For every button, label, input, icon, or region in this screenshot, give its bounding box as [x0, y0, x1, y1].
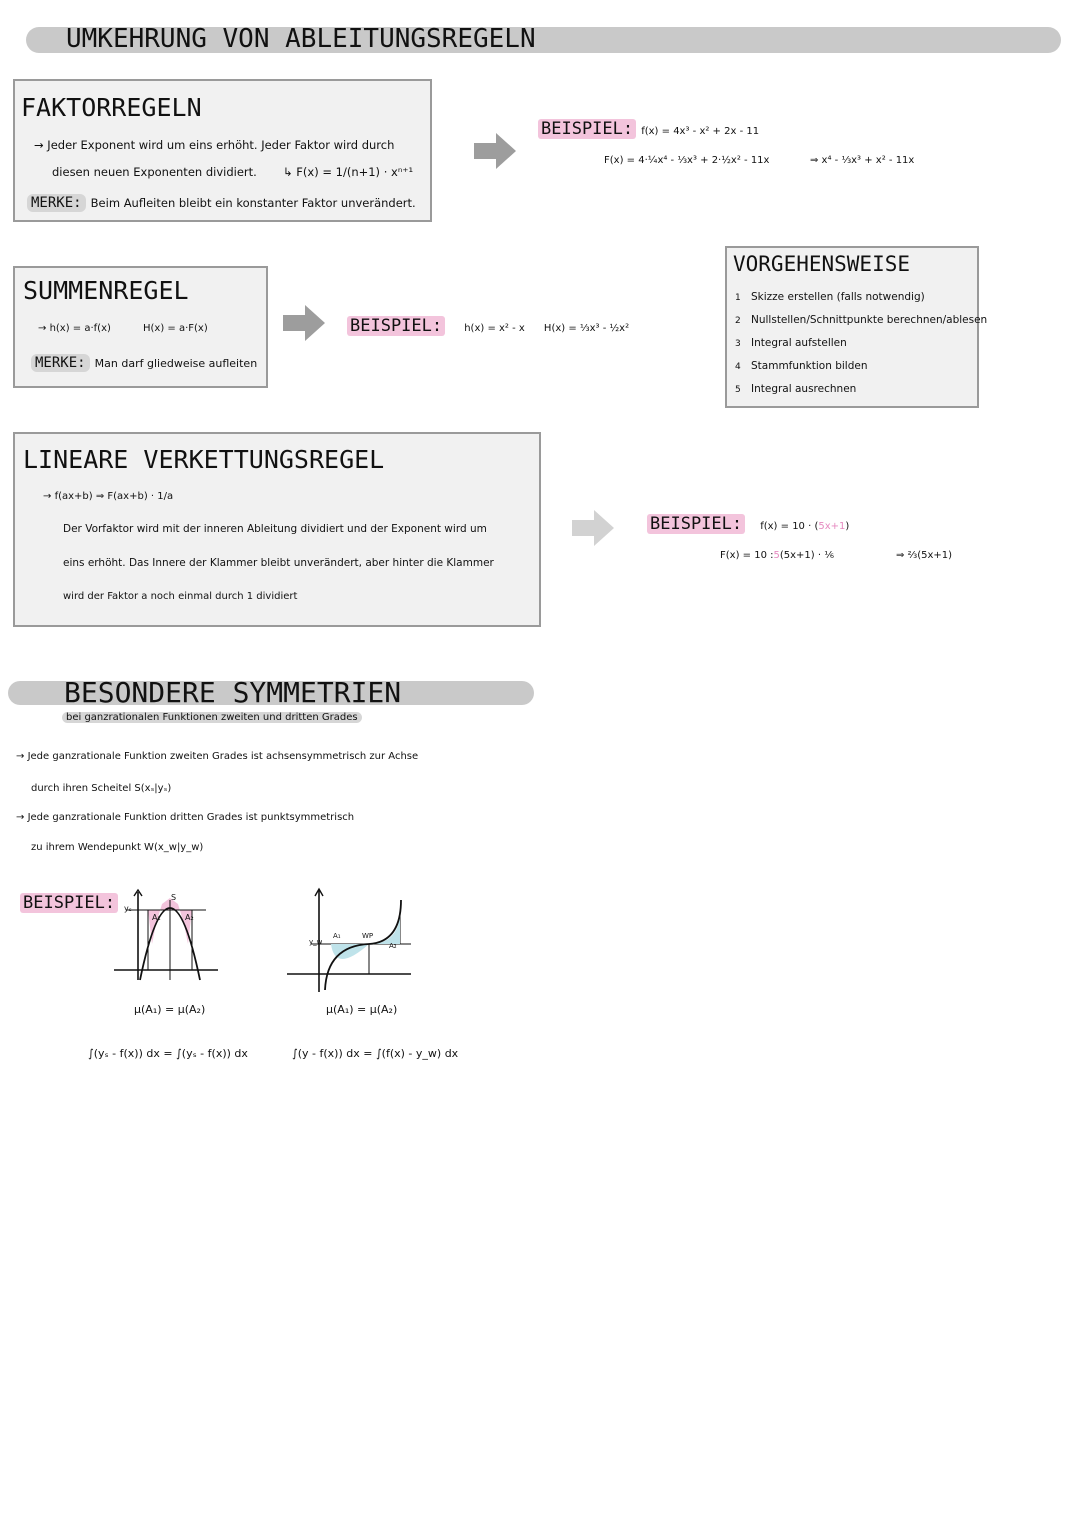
step-4: 4 Stammfunktion bilden	[735, 360, 868, 372]
vorgehen-title: VORGEHENSWEISE	[733, 252, 911, 276]
parabola-graph	[110, 886, 220, 984]
summe-rule-h: → h(x) = a·f(x)	[38, 323, 111, 334]
arrow-right-icon	[283, 305, 325, 341]
summe-beispiel-H: H(x) = ⅓x³ - ½x²	[543, 323, 630, 334]
graph1-s: S	[171, 893, 177, 902]
graph1-eq: μ(A₁) = μ(A₂)	[134, 1003, 206, 1016]
symmetrie-subtitle: bei ganzrationalen Funktionen zweiten und dritten Grades	[62, 712, 362, 723]
faktor-formula: ↳ F(x) = 1/(n+1) · xⁿ⁺¹	[283, 165, 414, 179]
linear-line3: wird der Faktor a noch einmal durch 1 dividiert	[63, 591, 298, 602]
faktor-beispiel-result: ⇒ x⁴ - ⅓x³ + x² - 11x	[810, 155, 915, 166]
graph1-ylabel: yₛ	[124, 904, 132, 913]
linear-line1: Der Vorfaktor wird mit der inneren Ableitung dividiert und der Exponent wird um	[63, 523, 487, 535]
arrow-right-icon	[474, 133, 516, 169]
merke-label: MERKE:	[31, 354, 90, 372]
symmetrie-p1-line2: durch ihren Scheitel S(xₛ|yₛ)	[31, 783, 172, 794]
graph1-a1: A₁	[152, 913, 161, 922]
cubic-graph	[285, 886, 415, 996]
faktor-beispiel-F: F(x) = 4·¼x⁴ - ⅓x³ + 2·½x² - 11x	[604, 155, 770, 166]
faktor-merke	[27, 192, 416, 211]
graph2-ylabel: y_w	[309, 938, 323, 946]
step-1: 1 Skizze erstellen (falls notwendig)	[735, 291, 925, 303]
graph2-a2: A₂	[389, 942, 397, 950]
faktor-line1: → Jeder Exponent wird um eins erhöht. Jeder Faktor wird durch	[34, 138, 395, 152]
summe-merke	[31, 352, 257, 371]
summe-rule-H: H(x) = a·F(x)	[143, 323, 208, 334]
linear-rule: → f(ax+b) ⇒ F(ax+b) · 1/a	[43, 491, 174, 502]
beispiel-label: BEISPIEL:	[347, 316, 445, 336]
arrow-right-icon	[572, 510, 614, 546]
merke-label: MERKE:	[27, 194, 86, 212]
linear-line2: eins erhöht. Das Innere der Klammer bleibt unverändert, aber hinter die Klammer	[63, 557, 494, 569]
faktor-formula-text: F(x) = 1/(n+1) · xⁿ⁺¹	[296, 165, 414, 179]
linear-title: LINEARE VERKETTUNGSREGEL	[23, 445, 385, 474]
step-3: 3 Integral aufstellen	[735, 337, 847, 349]
summe-beispiel-h: h(x) = x² - x	[464, 323, 525, 334]
graph2-wp: WP	[362, 932, 374, 940]
faktor-title: FAKTORREGELN	[21, 93, 202, 122]
symmetrie-p2-line2: zu ihrem Wendepunkt W(x_w|y_w)	[31, 842, 204, 853]
symmetrie-title: BESONDERE SYMMETRIEN	[64, 676, 402, 709]
linear-beispiel-F: F(x) = 10 :5(5x+1) · ⅙	[720, 550, 834, 561]
merke-text: Beim Aufleiten bleibt ein konstanter Faktor unverändert.	[90, 196, 416, 210]
faktor-beispiel	[538, 119, 759, 139]
symmetrie-beispiel	[20, 893, 118, 913]
symmetrie-p1-line1: → Jede ganzrationale Funktion zweiten Grades ist achsensymmetrisch zur Achse	[16, 751, 419, 762]
graph2-integral: ∫(y - f(x)) dx = ∫(f(x) - y_w) dx	[292, 1047, 459, 1060]
symmetrie-p2-line1: → Jede ganzrationale Funktion dritten Grades ist punktsymmetrisch	[16, 812, 355, 823]
graph1-a2: A₂	[185, 913, 194, 922]
graph2-eq: μ(A₁) = μ(A₂)	[326, 1003, 398, 1016]
page-title: UMKEHRUNG VON ABLEITUNGSREGELN	[66, 24, 536, 54]
graph2-a1: A₁	[333, 932, 341, 940]
beispiel-label: BEISPIEL:	[20, 893, 118, 913]
faktor-line1-text: Jeder Exponent wird um eins erhöht. Jeder Faktor wird durch	[47, 138, 395, 152]
linear-beispiel	[647, 514, 849, 534]
beispiel-label: BEISPIEL:	[647, 514, 745, 534]
graph1-integral: ∫(yₛ - f(x)) dx = ∫(yₛ - f(x)) dx	[88, 1047, 248, 1060]
faktor-line2: diesen neuen Exponenten dividiert.	[52, 165, 257, 179]
step-5: 5 Integral ausrechnen	[735, 383, 857, 395]
merke-text: Man darf gliedweise aufleiten	[94, 357, 258, 370]
beispiel-label: BEISPIEL:	[538, 119, 636, 139]
faktor-beispiel-f: f(x) = 4x³ - x² + 2x - 11	[641, 126, 760, 137]
summe-title: SUMMENREGEL	[23, 276, 189, 305]
linear-beispiel-result: ⇒ ⅔(5x+1)	[896, 550, 953, 561]
step-2: 2 Nullstellen/Schnittpunkte berechnen/ablesen	[735, 314, 988, 326]
vorgehen-steps	[735, 291, 987, 406]
linear-beispiel-f: f(x) = 10 · (5x+1)	[760, 521, 850, 532]
summe-beispiel	[347, 316, 629, 336]
